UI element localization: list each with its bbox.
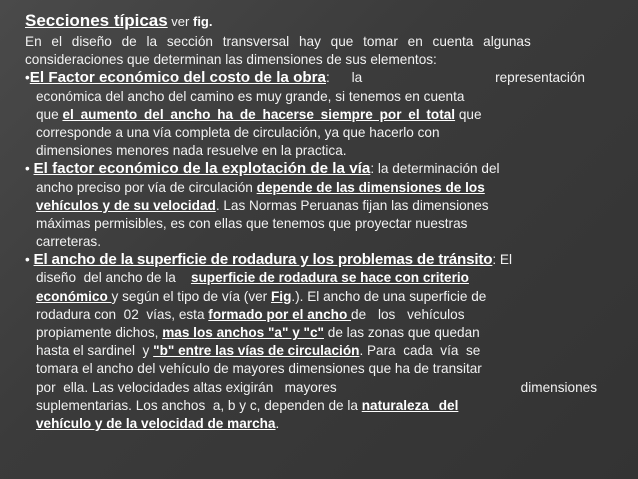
item1-line-1 bbox=[25, 69, 625, 87]
item3-line-3 bbox=[25, 288, 625, 306]
item2-text-5: carreteras. bbox=[36, 234, 101, 250]
intro-text-1: En el diseño de la sección transversal hay que tomar en cuenta algunas bbox=[25, 34, 531, 49]
item2-highlight-1: depende de las dimensiones de los bbox=[256, 179, 485, 195]
item3-line-5 bbox=[25, 324, 625, 342]
item1-line-3 bbox=[25, 106, 625, 124]
item3-text-3-end: .). El ancho de una superficie de bbox=[291, 288, 487, 304]
item1-text-5: dimensiones menores nada resuelve en la practica. bbox=[36, 143, 347, 159]
item1-highlight: el aumento del ancho ha de hacerse siempre por el total bbox=[62, 106, 456, 122]
item3-line-4 bbox=[25, 306, 625, 324]
title-fig-ref: fig. bbox=[192, 14, 213, 29]
item2-text-2-pre: ancho preciso por vía de circulación bbox=[36, 179, 257, 195]
item3-text-6-post: . Para cada vía se bbox=[359, 343, 481, 359]
item3-line-7 bbox=[25, 360, 625, 378]
bullet-icon: • bbox=[25, 252, 30, 268]
item3-highlight-6: naturaleza del bbox=[361, 397, 459, 413]
item2-text-1: : la determinación del bbox=[370, 161, 500, 177]
item1-text-3-post: que bbox=[455, 106, 482, 122]
item2-text-3-post: . Las Normas Peruanas fijan las dimensiones bbox=[215, 197, 489, 213]
item1-text-3-pre: que bbox=[36, 106, 63, 122]
item2-heading: El factor económico de la explotación de la vía bbox=[33, 160, 371, 178]
item3-line-6 bbox=[25, 342, 625, 360]
item3-line-1 bbox=[25, 251, 625, 269]
intro-line-2 bbox=[25, 51, 625, 69]
item2-text-4: máximas permisibles, es con ellas que tenemos que proyectar nuestras bbox=[36, 215, 468, 231]
intro-line-1 bbox=[25, 33, 625, 51]
item3-highlight-1: superficie de rodadura se hace con criterio bbox=[190, 270, 469, 286]
item1-text-2: económica del ancho del camino es muy grande, si tenemos en cuenta bbox=[36, 88, 465, 104]
item3-text-5-pre: propiamente dichos, bbox=[36, 325, 163, 340]
item3-line-10 bbox=[25, 415, 625, 433]
item3-text-8-b: dimensiones bbox=[520, 379, 597, 395]
item1-l1-b: representación bbox=[495, 70, 585, 86]
item1-line-4 bbox=[25, 124, 625, 142]
item3-line-2 bbox=[25, 269, 625, 287]
section-heading-line bbox=[25, 12, 625, 33]
item1-heading: El Factor económico del costo de la obra bbox=[29, 69, 326, 87]
item2-highlight-2: vehículos y de su velocidad bbox=[36, 197, 216, 213]
bullet-icon: • bbox=[25, 70, 30, 86]
item1-l1-a: la bbox=[351, 70, 363, 86]
item3-text-4-post: de los vehículos bbox=[351, 306, 465, 322]
item3-text-3-post: y según el tipo de vía (ver bbox=[111, 288, 271, 304]
item2-line-4 bbox=[25, 215, 625, 233]
item3-fig-ref: Fig bbox=[270, 288, 292, 304]
item1-text-4: corresponde a una vía completa de circulación, ya que hacerlo con bbox=[36, 124, 440, 140]
item3-line-9 bbox=[25, 397, 625, 415]
item2-line-5 bbox=[25, 233, 625, 251]
item3-highlight-5: "b" entre las vías de circulación bbox=[153, 343, 360, 359]
bullet-icon: • bbox=[25, 161, 30, 177]
item2-line-1 bbox=[25, 160, 625, 178]
item3-text-9-pre: suplementarias. Los anchos a, b y c, dependen de la bbox=[36, 397, 362, 413]
item3-highlight-3: formado por el ancho bbox=[208, 306, 352, 322]
item3-highlight-4: mas los anchos "a" y "c" bbox=[162, 325, 324, 340]
item3-heading: El ancho de la superficie de rodadura y los problemas de tránsito bbox=[33, 251, 493, 269]
item3-text-5-post: de las zonas que quedan bbox=[324, 325, 480, 340]
section-title: Secciones típicas bbox=[25, 11, 168, 30]
item2-line-2 bbox=[25, 179, 625, 197]
item3-text-10-post: . bbox=[275, 415, 280, 431]
item3-text-7: tomara el ancho del vehículo de mayores dimensiones que ha de transitar bbox=[36, 361, 482, 377]
title-note: ver bbox=[167, 14, 193, 29]
item3-highlight-7: vehículo y de la velocidad de marcha bbox=[36, 415, 276, 431]
intro-text-2: consideraciones que determinan las dimensiones de sus elementos: bbox=[25, 52, 437, 68]
item1-line-5 bbox=[25, 142, 625, 160]
item3-line-8 bbox=[25, 379, 625, 397]
item3-text-4-pre: rodadura con 02 vías, esta bbox=[36, 306, 209, 322]
item3-text-1: : El bbox=[492, 252, 512, 268]
item2-line-3 bbox=[25, 197, 625, 215]
item3-text-2-pre: diseño del ancho de la bbox=[36, 270, 191, 286]
item3-highlight-2: económico bbox=[36, 288, 112, 304]
slide-content bbox=[25, 12, 625, 433]
item1-line-2 bbox=[25, 88, 625, 106]
item3-text-6-pre: hasta el sardinel y bbox=[36, 343, 154, 359]
item3-text-8-a: por ella. Las velocidades altas exigirán mayores bbox=[36, 379, 337, 395]
item1-colon: : bbox=[326, 70, 330, 86]
